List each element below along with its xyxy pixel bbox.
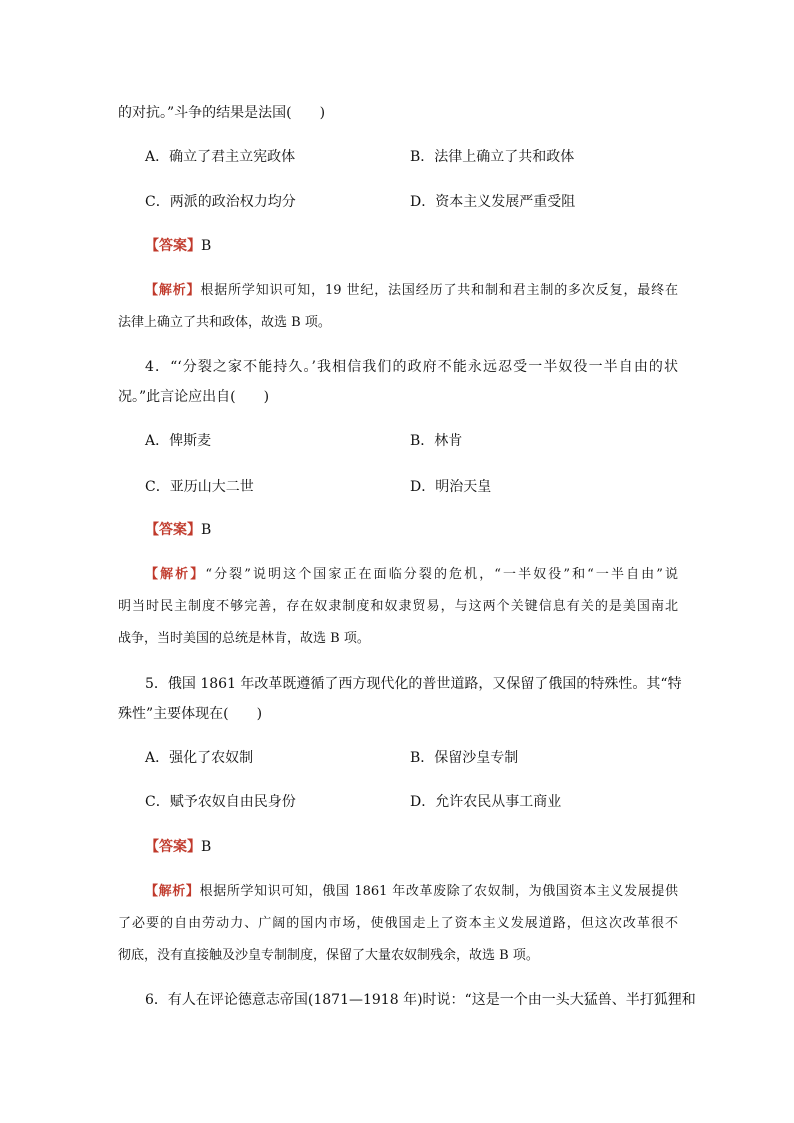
q5-option-a: A．强化了农奴制 — [145, 750, 254, 766]
q3-answer — [145, 236, 211, 256]
q5-option-c: C．赋予农奴自由民身份 — [145, 794, 296, 810]
q3-option-d: D．资本主义发展严重受阻 — [410, 194, 576, 210]
answer-tag: 【答案】 — [145, 522, 201, 538]
q3-option-b: B．法律上确立了共和政体 — [410, 149, 575, 165]
q4-answer — [145, 520, 211, 540]
q3-option-a: A．确立了君主立宪政体 — [145, 149, 296, 165]
answer-tag: 【答案】 — [145, 839, 201, 855]
analysis-text: “分裂”说明这个国家正在面临分裂的危机，“一半奴役”和“一半自由”说 — [205, 567, 678, 582]
analysis-tag: 【解析】 — [145, 884, 200, 899]
q4-option-c: C．亚历山大二世 — [145, 479, 254, 495]
q4-analysis-line-2: 明当时民主制度不够完善，存在奴隶制度和奴隶贸易，与这两个关键信息有关的是美国南北 — [118, 599, 678, 614]
analysis-text: 根据所学知识可知，俄国 1861 年改革废除了农奴制，为俄国资本主义发展提供 — [199, 884, 678, 899]
q3-stem-tail: 的对抗。”斗争的结果是法国( ) — [118, 105, 326, 121]
q4-stem-line-1: 4．“‘分裂之家不能持久。’我相信我们的政府不能永远忍受一半奴役一半自由的状 — [145, 359, 678, 375]
q4-analysis-line-3: 战争，当时美国的总统是林肯，故选 B 项。 — [118, 631, 370, 646]
q4-option-a: A．俾斯麦 — [145, 433, 212, 449]
q4-option-d: D．明治天皇 — [410, 479, 492, 495]
q3-option-c: C．两派的政治权力均分 — [145, 194, 296, 210]
q5-analysis-line-3: 彻底，没有直接触及沙皇专制制度，保留了大量农奴制残余，故选 B 项。 — [118, 948, 539, 963]
q5-analysis-line-1 — [145, 882, 678, 902]
answer-value: B — [201, 522, 212, 538]
q5-analysis-line-2: 了必要的自由劳动力、广阔的国内市场，使俄国走上了资本主义发展道路，但这次改革很不 — [118, 916, 678, 931]
q5-stem-line-1: 5．俄国 1861 年改革既遵循了西方现代化的普世道路，又保留了俄国的特殊性。其“特 — [145, 676, 682, 692]
answer-value: B — [201, 238, 212, 254]
analysis-text: 根据所学知识可知，19 世纪，法国经历了共和制和君主制的多次反复，最终在 — [200, 283, 678, 298]
q5-option-b: B．保留沙皇专制 — [410, 750, 519, 766]
analysis-tag: 【解析】 — [145, 567, 206, 582]
q4-stem-line-2: 况。”此言论应出自( ) — [118, 389, 270, 405]
q3-analysis-line-2: 法律上确立了共和政体，故选 B 项。 — [118, 315, 331, 330]
q4-option-b: B．林肯 — [410, 433, 463, 449]
q4-analysis-line-1 — [145, 565, 678, 585]
answer-tag: 【答案】 — [145, 238, 201, 254]
q3-analysis-line-1 — [145, 281, 678, 301]
q5-stem-line-2: 殊性”主要体现在( ) — [118, 706, 263, 722]
q5-answer — [145, 837, 211, 857]
q6-stem-line-1: 6．有人在评论德意志帝国(1871—1918 年)时说：“这是一个由一头大猛兽、半打狐狸和 — [145, 992, 696, 1008]
q5-option-d: D．允许农民从事工商业 — [410, 794, 562, 810]
analysis-tag: 【解析】 — [145, 283, 201, 298]
answer-value: B — [201, 839, 212, 855]
